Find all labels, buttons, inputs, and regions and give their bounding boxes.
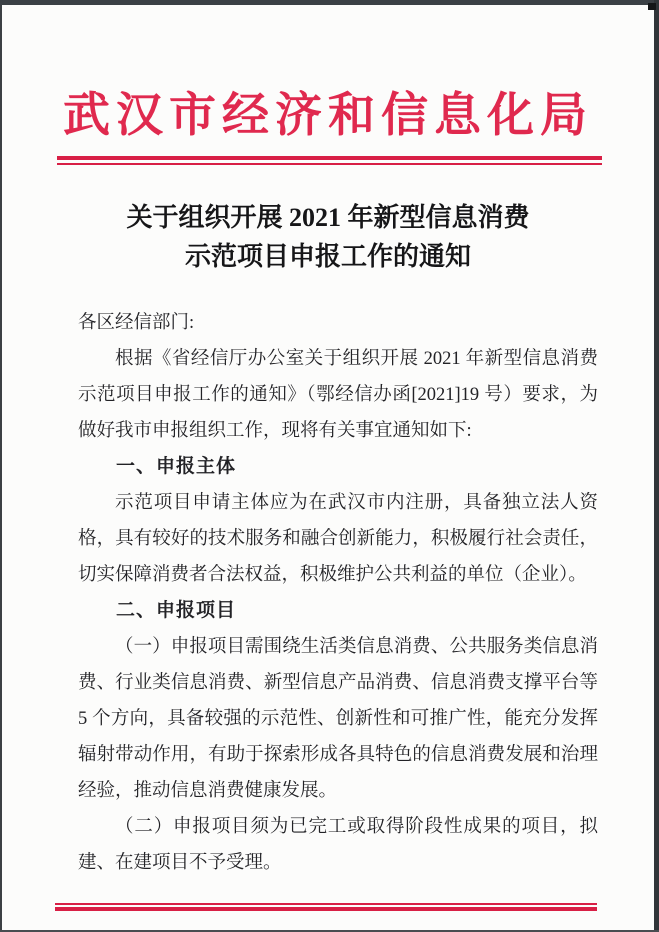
document-title-line2: 示范项目申报工作的通知: [184, 241, 471, 271]
document-title: [2, 198, 654, 276]
paragraph-section-2-item-2: （二）申报项目须为已完工或取得阶段性成果的项目，拟建、在建项目不予受理。: [78, 816, 598, 873]
section-heading-1: 一、申报主体: [116, 455, 237, 477]
scan-edge-right: [654, 0, 659, 932]
section-heading-2: 二、申报项目: [116, 599, 237, 621]
paragraph-basis: 根据《省经信厅办公室关于组织开展 2021 年新型信息消费示范项目申报工作的通知》（鄂经信办函[2021]19 号）要求，为做好我市申报组织工作，现将有关事宜通知如下:: [78, 348, 598, 441]
footer-rule: [55, 903, 597, 911]
paragraph-section-2-item-1: （一）申报项目需围绕生活类信息消费、公共服务类信息消费、行业类信息消费、新型信息产品消费、信息消费支撑平台等 5 个方向，具备较强的示范性、创新性和可推广性，能充分发挥辐射带动作用，有助于探索形成各具特色的信息消费发展和治理经验，推动信息消费健康发展。: [78, 636, 598, 801]
footer-rule-thick: [55, 907, 597, 911]
paragraph-section-1: 示范项目申请主体应为在武汉市内注册，具备独立法人资格，具有较好的技术服务和融合创新能力，积极履行社会责任，切实保障消费者合法权益，积极维护公共利益的单位（企业）。: [78, 492, 598, 585]
scan-corner-artifact: [648, 3, 656, 10]
scan-edge-left: [0, 4, 2, 932]
document-page: [2, 5, 654, 930]
letterhead-rule-thin: [57, 163, 602, 165]
letterhead-agency-name: 武汉市经济和信息化局: [63, 90, 593, 142]
letterhead-rule: [57, 156, 602, 165]
footer-rule-thin: [55, 903, 597, 905]
scan-edge-top: [0, 0, 659, 5]
document-body: [78, 305, 598, 881]
document-title-line1: 关于组织开展 2021 年新型信息消费: [126, 202, 530, 232]
salutation: 各区经信部门:: [78, 312, 195, 333]
letterhead-rule-thick: [57, 156, 602, 160]
